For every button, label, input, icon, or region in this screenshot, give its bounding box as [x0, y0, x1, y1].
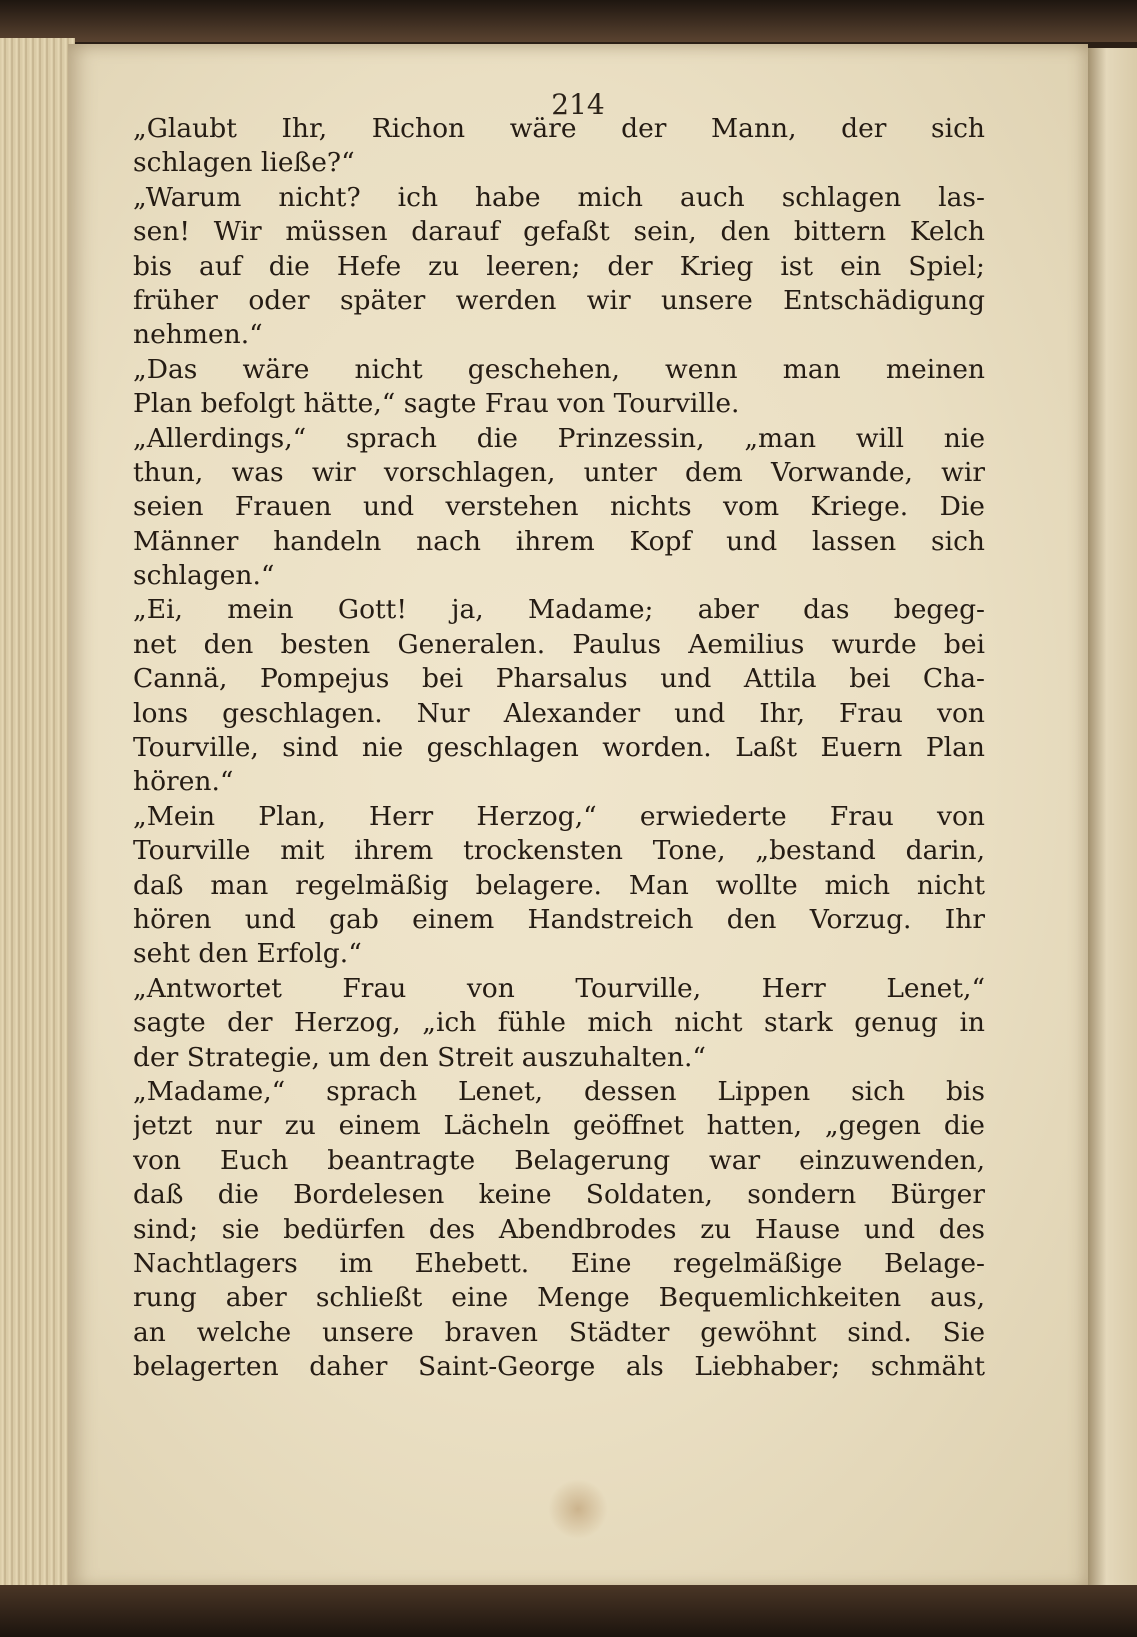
text-line: Plan befolgt hätte,“ sagte Frau von Tourville.	[133, 388, 740, 420]
text-line: daß die Bordelesen keine Soldaten, sondern Bürger	[133, 1179, 985, 1211]
text-line: nehmen.“	[133, 319, 263, 351]
text-line: „Mein Plan, Herr Herzog,“ erwiederte Frau von	[133, 800, 985, 832]
body-text	[133, 112, 985, 1384]
text-line: seht den Erfolg.“	[133, 938, 362, 970]
text-line: Tourville, sind nie geschlagen worden. Laßt Euern Plan	[133, 732, 985, 764]
text-line: sagte der Herzog, „ich fühle mich nicht stark genug in	[133, 1007, 985, 1039]
text-line: bis auf die Hefe zu leeren; der Krieg ist ein Spiel;	[133, 250, 985, 282]
text-line: Cannä, Pompejus bei Pharsalus und Attila bei Cha-	[133, 663, 985, 695]
text-line: Tourville mit ihrem trockensten Tone, „bestand darin,	[133, 835, 985, 867]
text-line: jetzt nur zu einem Lächeln geöffnet hatten, „gegen die	[133, 1110, 985, 1142]
text-line: thun, was wir vorschlagen, unter dem Vorwande, wir	[133, 456, 985, 488]
text-line: Nachtlagers im Ehebett. Eine regelmäßige Belage-	[133, 1247, 985, 1279]
book-cover-bottom-edge	[0, 1585, 1137, 1637]
text-line: hören und gab einem Handstreich den Vorzug. Ihr	[133, 903, 985, 935]
text-line: „Allerdings,“ sprach die Prinzessin, „man will nie	[133, 422, 985, 454]
text-line: daß man regelmäßig belagere. Man wollte mich nicht	[133, 869, 985, 901]
text-line: an welche unsere braven Städter gewöhnt sind. Sie	[133, 1316, 985, 1348]
text-line: „Das wäre nicht geschehen, wenn man meinen	[133, 353, 985, 385]
text-line: lons geschlagen. Nur Alexander und Ihr, Frau von	[133, 697, 985, 729]
text-line: „Ei, mein Gott! ja, Madame; aber das begeg-	[133, 594, 985, 626]
text-line: „Antwortet Frau von Tourville, Herr Lenet,“	[133, 972, 985, 1004]
text-line: „Madame,“ sprach Lenet, dessen Lippen sich bis	[133, 1075, 985, 1107]
facing-page-edge	[1086, 48, 1137, 1588]
text-line: hören.“	[133, 766, 234, 798]
text-line: belagerten daher Saint-George als Liebhaber; schmäht	[133, 1351, 985, 1383]
text-line: net den besten Generalen. Paulus Aemilius wurde bei	[133, 628, 985, 660]
text-line: „Glaubt Ihr, Richon wäre der Mann, der sich	[133, 113, 985, 144]
page-stack-edge	[0, 38, 75, 1590]
text-line: Männer handeln nach ihrem Kopf und lassen sich	[133, 525, 985, 557]
book-cover-top-edge	[0, 0, 1137, 42]
text-line: sen! Wir müssen darauf gefaßt sein, den bittern Kelch	[133, 216, 985, 248]
text-line: sind; sie bedürfen des Abendbrodes zu Hause und des	[133, 1213, 985, 1245]
text-line: der Strategie, um den Streit auszuhalten.“	[133, 1041, 706, 1073]
text-line: von Euch beantragte Belagerung war einzuwenden,	[133, 1144, 985, 1176]
text-line: schlagen.“	[133, 560, 275, 592]
text-line: seien Frauen und verstehen nichts vom Kriege. Die	[133, 491, 985, 523]
text-line: schlagen ließe?“	[133, 147, 355, 179]
text-line: früher oder später werden wir unsere Entschädigung	[133, 284, 985, 316]
text-line: „Warum nicht? ich habe mich auch schlagen las-	[133, 181, 985, 213]
text-line: rung aber schließt eine Menge Bequemlichkeiten aus,	[133, 1282, 985, 1314]
page-number: 214	[551, 88, 605, 121]
foxing-stain	[548, 1479, 608, 1539]
